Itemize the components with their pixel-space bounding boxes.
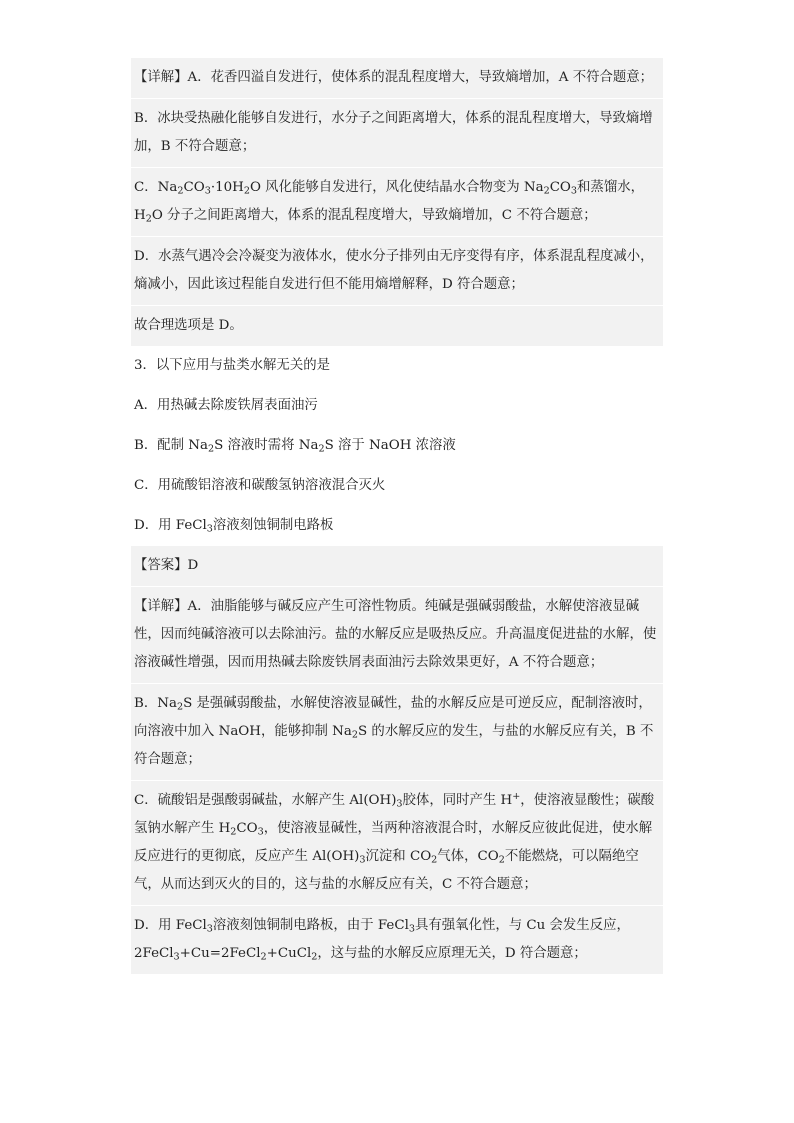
explanation-1-option-d: D．水蒸气遇冷会冷凝变为液体水，使水分子排列由无序变得有序，体系混乱程度减小，熵减小，因此该过程能自发进行但不能用熵增解释，D 符合题意；	[131, 236, 663, 305]
document-page	[131, 58, 663, 974]
question-3-option-d: D．用 FeCl$_3$溶液刻蚀铜制电路板	[131, 506, 663, 546]
explanation-3-option-a: 【详解】A．油脂能够与碱反应产生可溶性物质。纯碱是强碱弱酸盐，水解使溶液显碱性，因而纯碱溶液可以去除油污。盐的水解反应是吸热反应。升高温度促进盐的水解，使溶液碱性增强，因而用热碱去除废铁屑表面油污去除效果更好，A 不符合题意；	[131, 586, 663, 683]
explanation-1-conclusion: 故合理选项是 D。	[131, 305, 663, 346]
explanation-1-option-c: C．$Na_2CO_3\cdot 10H_2O$ 风化能够自发进行，风化使结晶水合物变为 $Na_2CO_3$和蒸馏水，$H_2O$ 分子之间距离增大，体系的混乱程度增大，导致熵增加，C 不符合题意；	[131, 167, 663, 236]
question-3-option-c: C．用硫酸铝溶液和碳酸氢钠溶液混合灭火	[131, 466, 663, 506]
question-3-option-b: B．配制 $Na_2S$ 溶液时需将 $Na_2S$ 溶于 NaOH 浓溶液	[131, 426, 663, 466]
question-3-stem: 3．以下应用与盐类水解无关的是	[131, 346, 663, 386]
explanation-1-option-a: 【详解】A．花香四溢自发进行，使体系的混乱程度增大，导致熵增加，A 不符合题意；	[131, 58, 663, 98]
explanation-3-option-d: D．用 FeCl$_3$溶液刻蚀铜制电路板，由于 FeCl$_3$具有强氧化性，与 Cu 会发生反应，2FeCl$_3$+Cu=2FeCl$_2$+CuCl$_2$，这与盐的水解反应原理无关，D 符合题意；	[131, 905, 663, 974]
explanation-3-option-c: C．硫酸铝是强酸弱碱盐，水解产生 $Al(OH)_3$胶体，同时产生 H+，使溶液显酸性；碳酸氢钠水解产生 $H_2CO_3$，使溶液显碱性，当两种溶液混合时，水解反应彼此促进，使水解反应进行的更彻底，反应产生 $Al(OH)_3$沉淀和 $CO_2$气体，$CO_2$不能燃烧，可以隔绝空气，从而达到灭火的目的，这与盐的水解反应有关，C 不符合题意；	[131, 780, 663, 905]
answer-3: 【答案】D	[131, 546, 663, 586]
question-3-option-a: A．用热碱去除废铁屑表面油污	[131, 386, 663, 426]
explanation-1-option-b: B．冰块受热融化能够自发进行，水分子之间距离增大，体系的混乱程度增大，导致熵增加，B 不符合题意；	[131, 98, 663, 167]
explanation-3-option-b: B．$Na_2S$ 是强碱弱酸盐，水解使溶液显碱性，盐的水解反应是可逆反应，配制溶液时，向溶液中加入 NaOH，能够抑制 $Na_2S$ 的水解反应的发生，与盐的水解反应有关，B 不符合题意；	[131, 683, 663, 780]
